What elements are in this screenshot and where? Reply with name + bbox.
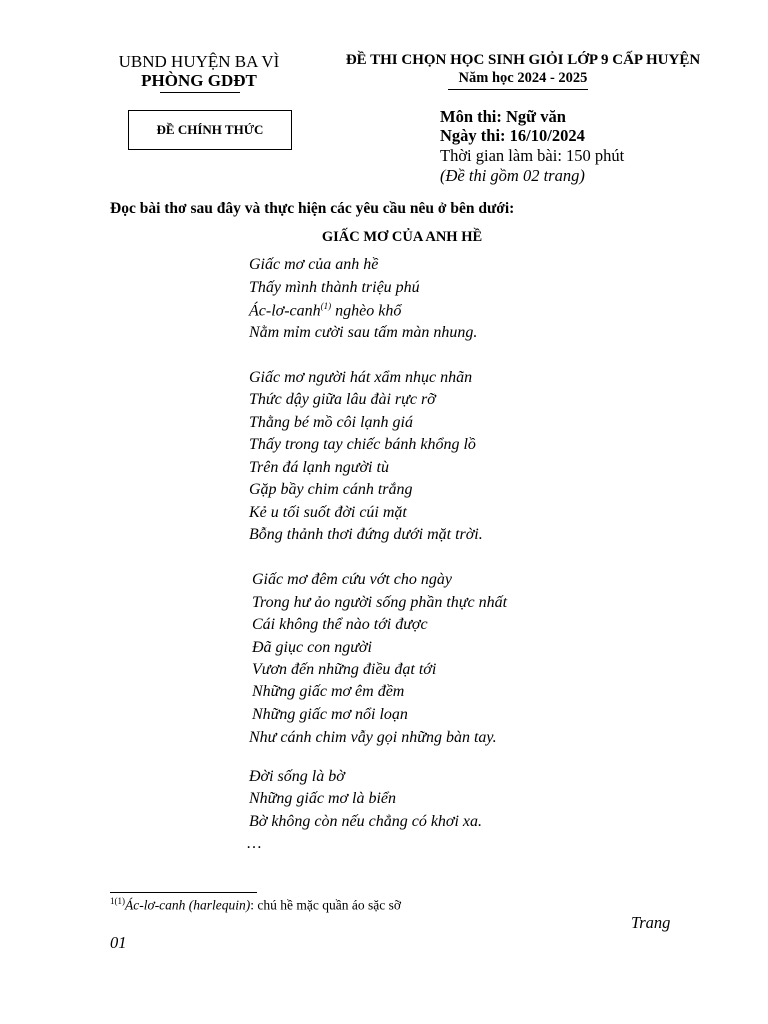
poem-line: Nằm mỉm cười sau tấm màn nhung. bbox=[249, 324, 478, 341]
poem-line: Đã giục con người bbox=[252, 639, 372, 656]
footnote-term: Ác-lơ-canh (harlequin) bbox=[125, 897, 251, 913]
poem-line: Cái không thể nào tới được bbox=[252, 616, 428, 633]
org-name-department: PHÒNG GDĐT bbox=[141, 71, 257, 90]
poem-line: Thấy trong tay chiếc bánh khổng lồ bbox=[249, 436, 476, 453]
exam-underline bbox=[448, 89, 588, 90]
poem-line: Như cánh chim vẫy gọi những bàn tay. bbox=[249, 729, 497, 746]
poem-line: Kẻ u tối suốt đời cúi mặt bbox=[249, 504, 407, 521]
page-number: 01 bbox=[110, 933, 127, 952]
poem-line: Những giấc mơ nổi loạn bbox=[252, 706, 408, 723]
poem-line: Bỗng thảnh thơi đứng dưới mặt trời. bbox=[249, 526, 483, 543]
poem-line: Thấy mình thành triệu phú bbox=[249, 279, 420, 296]
poem-line: Những giấc mơ êm đềm bbox=[252, 683, 405, 700]
poem-line: Vươn đến những điều đạt tới bbox=[252, 661, 437, 678]
exam-title: ĐỀ THI CHỌN HỌC SINH GIỎI LỚP 9 CẤP HUYỆN bbox=[345, 52, 701, 68]
poem-line: Những giấc mơ là biển bbox=[249, 790, 397, 807]
footnote-separator bbox=[110, 892, 257, 893]
footnote-reference: (1) bbox=[320, 301, 332, 311]
poem-line: Trên đá lạnh người tù bbox=[249, 459, 389, 476]
official-exam-box: ĐỀ CHÍNH THỨC bbox=[128, 110, 292, 150]
poem-line: Trong hư ảo người sống phần thực nhất bbox=[252, 594, 508, 611]
org-name-district: UBND HUYỆN BA VÌ bbox=[118, 52, 280, 71]
poem-line: Gặp bầy chim cánh trắng bbox=[249, 481, 413, 498]
poem-line-end: nghèo khổ bbox=[331, 302, 402, 320]
exam-date: Ngày thi: 16/10/2024 bbox=[440, 126, 585, 145]
page-count-note: (Đề thi gồm 02 trang) bbox=[440, 166, 585, 185]
poem-title: GIẤC MƠ CỦA ANH HỀ bbox=[321, 229, 483, 245]
exam-duration: Thời gian làm bài: 150 phút bbox=[440, 146, 625, 165]
poem-line-with-footnote bbox=[249, 301, 401, 320]
poem-ellipsis: … bbox=[246, 835, 262, 852]
footnote-definition: : chú hề mặc quần áo sặc sỡ bbox=[250, 897, 402, 913]
poem-line: Thằng bé mồ côi lạnh giá bbox=[249, 414, 413, 431]
poem-line: Giấc mơ đêm cứu vớt cho ngày bbox=[252, 571, 452, 588]
footnote bbox=[110, 896, 401, 914]
poem-line: Thức dậy giữa lâu đài rực rỡ bbox=[249, 391, 436, 408]
footnote-mark: 1(1) bbox=[110, 896, 125, 906]
poem-line-start: Ác-lơ-canh bbox=[249, 302, 321, 320]
reading-instruction: Đọc bài thơ sau đây và thực hiện các yêu cầu nêu ở bên dưới: bbox=[110, 200, 515, 217]
poem-line: Giấc mơ của anh hề bbox=[249, 256, 379, 273]
exam-subject: Môn thi: Ngữ văn bbox=[440, 107, 566, 126]
poem-line: Đời sống là bờ bbox=[249, 768, 345, 785]
poem-line: Bờ không còn nếu chẳng có khơi xa. bbox=[249, 813, 483, 830]
poem-line: Giấc mơ người hát xẩm nhục nhãn bbox=[249, 369, 473, 386]
org-underline bbox=[160, 92, 240, 93]
page-label: Trang bbox=[631, 913, 671, 932]
school-year: Năm học 2024 - 2025 bbox=[458, 70, 588, 86]
